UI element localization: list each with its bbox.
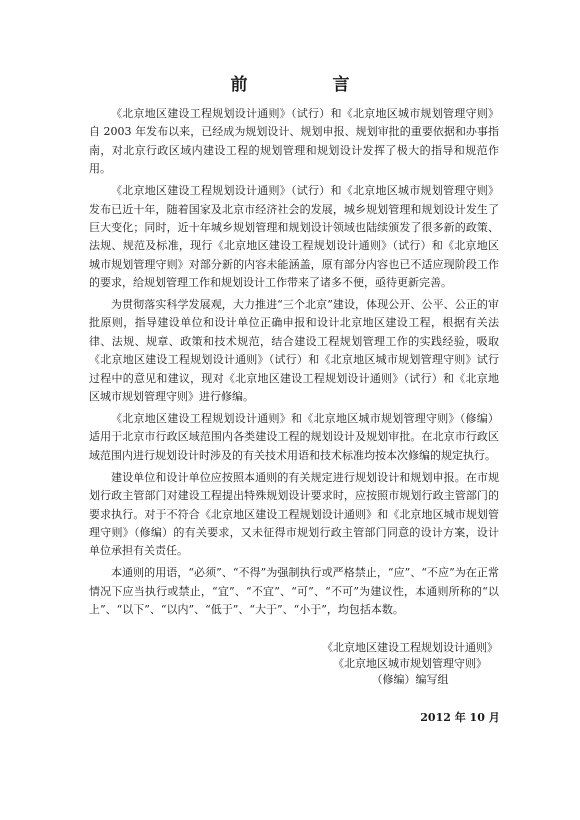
signature-line-3: （修编）编写组 — [371, 673, 449, 686]
paragraph-1: 《北京地区建设工程规划设计通则》（试行）和《北京地区城市规划管理守则》自 2003 年发布以来，已经成为规划设计、规划申报、规划审批的重要依据和办事指南，对北京行政区域内建设工程的规划管理和规划设计发挥了极大的指导和规范作用。 — [89, 107, 499, 176]
document-body — [89, 105, 499, 623]
paragraph-5: 建设单位和设计单位应按照本通则的有关规定进行规划设计和规划申报。在市规划行政主管部门对建设工程提出特殊规划设计要求时，应按照市规划行政主管部门的要求执行。对于不符合《北京地区建设工程规划设计通则》和《北京地区城市规划管理守则》（修编）的有关要求，又未征得市规划行政主管部门同意的设计方案，设计单位承担有关责任。 — [89, 470, 499, 558]
page-title: 前 言 — [230, 75, 384, 95]
paragraph-3: 为贯彻落实科学发展观，大力推进“三个北京”建设，体现公开、公平、公正的审批原则，指导建设单位和设计单位正确申报和设计北京地区建设工程，根据有关法律、法规、规章、政策和技术规范，结合建设工程规划管理工作的实践经验，吸取《北京地区建设工程规划设计通则》（试行）和《北京地区城市规划管理守则》试行过程中的意见和建议，现对《北京地区建设工程规划设计通则》（试行）和《北京地区城市规划管理守则》进行修编。 — [89, 298, 499, 404]
paragraph-6: 本通则的用语，“必须”、“不得”为强制执行或严格禁止，“应”、“不应”为在正常情况下应当执行或禁止，“宜”、“不宜”、“可”、“不可”为建议性，本通则所称的“以上”、“以下”、“以内”、“低于”、“大于”、“小于”，均包括本数。 — [89, 566, 499, 617]
document-date: 2012 年 10 月 — [420, 711, 500, 724]
paragraph-4: 《北京地区建设工程规划设计通则》和《北京地区城市规划管理守则》（修编）适用于北京市行政区域范围内各类建设工程的规划设计及规划审批。在北京市行政区域范围内进行规划设计时涉及的有关技术用语和技术标准均按本次修编的规定执行。 — [89, 412, 499, 462]
signature-line-2: 《北京地区城市规划管理守则》 — [333, 657, 487, 670]
paragraph-2: 《北京地区建设工程规划设计通则》（试行）和《北京地区城市规划管理守则》发布已近十年，随着国家及北京市经济社会的发展，城乡规划管理和规划设计发生了巨大变化；同时，近十年城乡规划管理和规划设计领域也陆续颁发了很多新的政策、法规、规范及标准，现行《北京地区建设工程规划设计通则》（试行）和《北京地区城市规划管理守则》对部分新的内容未能涵盖，原有部分内容也已不适应现阶段工作的要求，给规划管理工作和规划设计工作带来了诸多不便，亟待更新完善。 — [89, 184, 499, 290]
signature-line-1: 《北京地区建设工程规划设计通则》 — [322, 641, 498, 654]
